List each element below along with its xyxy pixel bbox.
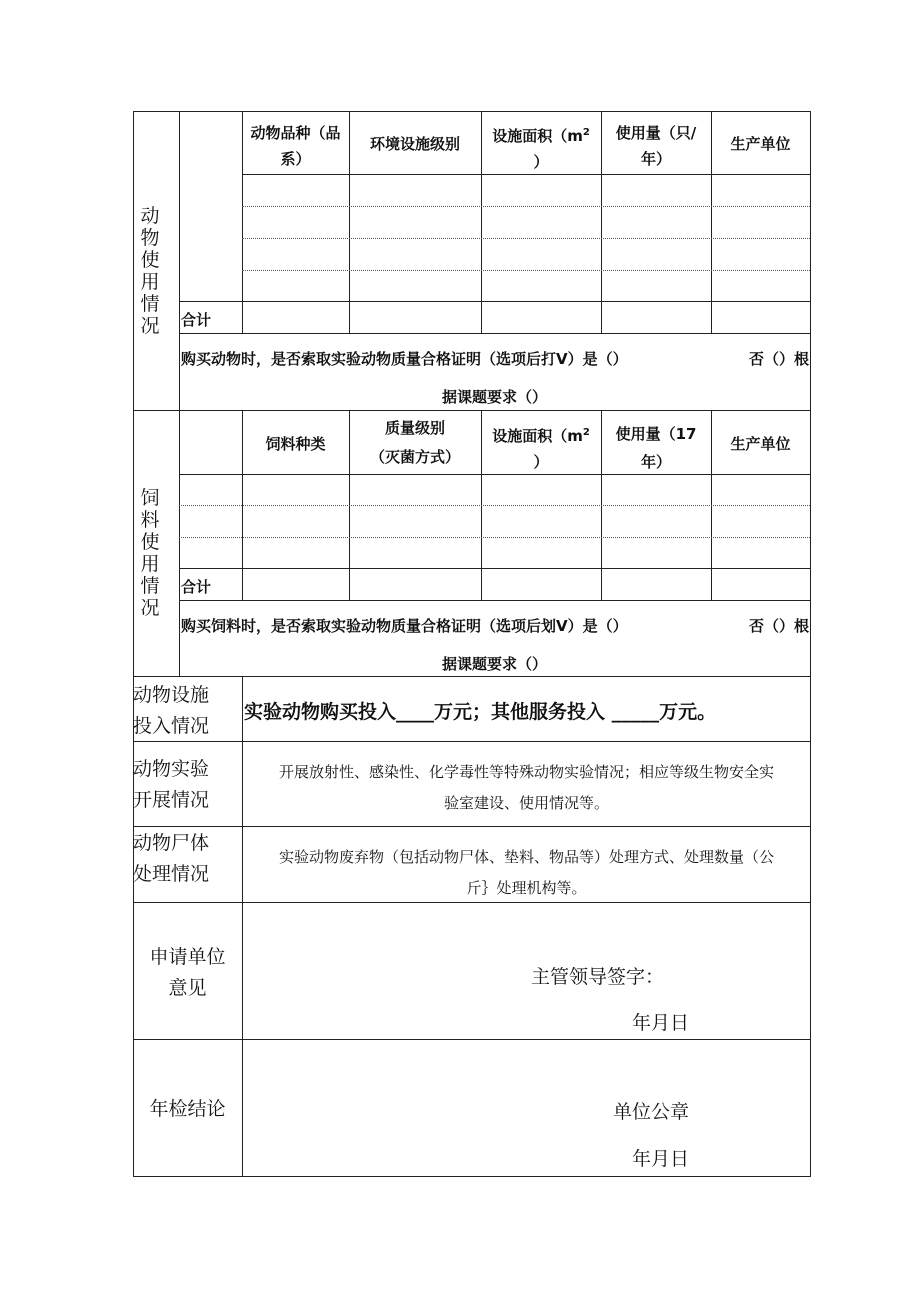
- grid-line: [133, 1039, 811, 1040]
- carcass-description-line1: 实验动物废弃物（包括动物尸体、垫料、物品等）处理方式、处理数量（公: [278, 848, 774, 866]
- carcass-description-line2: 斤｝处理机构等。: [466, 879, 587, 897]
- grid-line: [133, 826, 811, 827]
- grid-line: [242, 270, 810, 271]
- animal-cert-line2: 据课题要求（）: [441, 388, 547, 406]
- grid-line: [179, 111, 180, 410]
- annual-label: 年检结论: [149, 1098, 226, 1120]
- header-feed-producer: 生产单位: [730, 435, 791, 453]
- header-feed-usage-line1: 使用量（17: [615, 425, 697, 443]
- carcass-label: [133, 828, 242, 890]
- header-facility-level: 环境设施级别: [369, 135, 460, 153]
- applicant-label-line2: 意见: [168, 977, 207, 999]
- header-quality-line2: （灭菌方式）: [369, 448, 460, 466]
- table-border-left: [133, 111, 134, 1176]
- grid-line: [133, 676, 811, 677]
- grid-line: [242, 238, 810, 239]
- experiment-label-line2: 开展情况: [133, 789, 210, 811]
- header-usage-line2: 年）: [640, 150, 671, 168]
- feed-cert-line2: 据课题要求（）: [441, 655, 547, 673]
- investment-blank-2: _____: [611, 701, 660, 723]
- grid-line: [179, 568, 810, 569]
- header-area-text: 设施面积（m: [492, 127, 583, 145]
- header-usage-line1: 使用量（只/: [615, 124, 697, 142]
- header-animal-breed: [242, 120, 349, 172]
- grid-line: [179, 505, 810, 506]
- feed-cert-line1: [181, 614, 809, 638]
- feed-total-label: 合计: [181, 578, 212, 596]
- grid-line: [179, 301, 810, 302]
- grid-line: [179, 537, 810, 538]
- experiment-description-line1: 开展放射性、感染性、化学毒性等特殊动物实验情况；相应等级生物安全实: [278, 763, 774, 781]
- experiment-description: [243, 757, 810, 819]
- feed-section-label: 饲料使用情况: [140, 487, 160, 619]
- carcass-label-line2: 处理情况: [133, 863, 210, 885]
- header-feed-area-close: ）: [533, 453, 549, 471]
- animal-cert-no: 否（）根: [748, 350, 809, 368]
- investment-text-a: 实验动物购买投入: [244, 701, 397, 723]
- grid-line: [179, 600, 810, 601]
- feed-cert-no: 否（）根: [748, 617, 809, 635]
- header-area-sup: 2: [582, 127, 590, 138]
- header-usage: [601, 120, 711, 172]
- carcass-label-line1: 动物尸体: [133, 832, 210, 854]
- applicant-label: [133, 942, 242, 1004]
- investment-label: [133, 680, 242, 742]
- table-border-bottom: [133, 1176, 811, 1177]
- header-feed-area-text: 设施面积（m: [492, 427, 583, 445]
- header-producer: 生产单位: [730, 135, 791, 153]
- header-feed-area: [481, 420, 601, 475]
- header-feed-type: 饲料种类: [265, 435, 326, 453]
- applicant-date: 年月日: [632, 1012, 690, 1034]
- grid-line: [242, 206, 810, 207]
- header-area-close: ）: [533, 153, 549, 171]
- investment-blank-1: ____: [396, 701, 435, 723]
- animal-section-label: 动物使用情况: [140, 205, 160, 337]
- carcass-description: [243, 842, 810, 904]
- investment-text: [244, 699, 810, 725]
- animal-cert-question: 购买动物时，是否索取实验动物质量合格证明（选项后打V）是（）: [181, 350, 628, 368]
- header-quality-level: [349, 416, 481, 474]
- grid-line: [179, 410, 180, 676]
- applicant-signature-label: 主管领导签字：: [531, 966, 665, 988]
- animal-total-label: 合计: [181, 311, 212, 329]
- table-border-top: [133, 111, 811, 112]
- header-animal-breed-line2: 系）: [280, 150, 311, 168]
- annual-date: 年月日: [632, 1148, 690, 1170]
- animal-cert-line1: [181, 347, 809, 371]
- grid-line: [133, 410, 811, 411]
- header-animal-breed-line1: 动物品种（品: [250, 124, 341, 142]
- investment-label-line2: 投入情况: [133, 715, 210, 737]
- experiment-label: [133, 754, 242, 816]
- table-border-right: [810, 111, 811, 1176]
- feed-cert-question: 购买饲料时，是否索取实验动物质量合格证明（选项后划V）是（）: [181, 617, 628, 635]
- experiment-description-line2: 验室建设、使用情况等。: [443, 794, 609, 812]
- applicant-label-line1: 申请单位: [149, 946, 226, 968]
- header-feed-usage-line2: 年）: [640, 453, 671, 471]
- header-facility-area: [481, 120, 601, 175]
- header-quality-line1: 质量级别: [384, 419, 445, 437]
- grid-line: [179, 333, 810, 334]
- investment-text-c: 万元。: [659, 701, 717, 723]
- investment-text-b: 万元；其他服务投入: [434, 701, 606, 723]
- investment-label-line1: 动物设施: [133, 684, 210, 706]
- grid-line: [242, 676, 243, 1176]
- annual-seal-label: 单位公章: [613, 1101, 690, 1123]
- header-feed-area-sup: 2: [582, 427, 590, 438]
- header-feed-usage: [601, 420, 711, 476]
- experiment-label-line1: 动物实验: [133, 758, 210, 780]
